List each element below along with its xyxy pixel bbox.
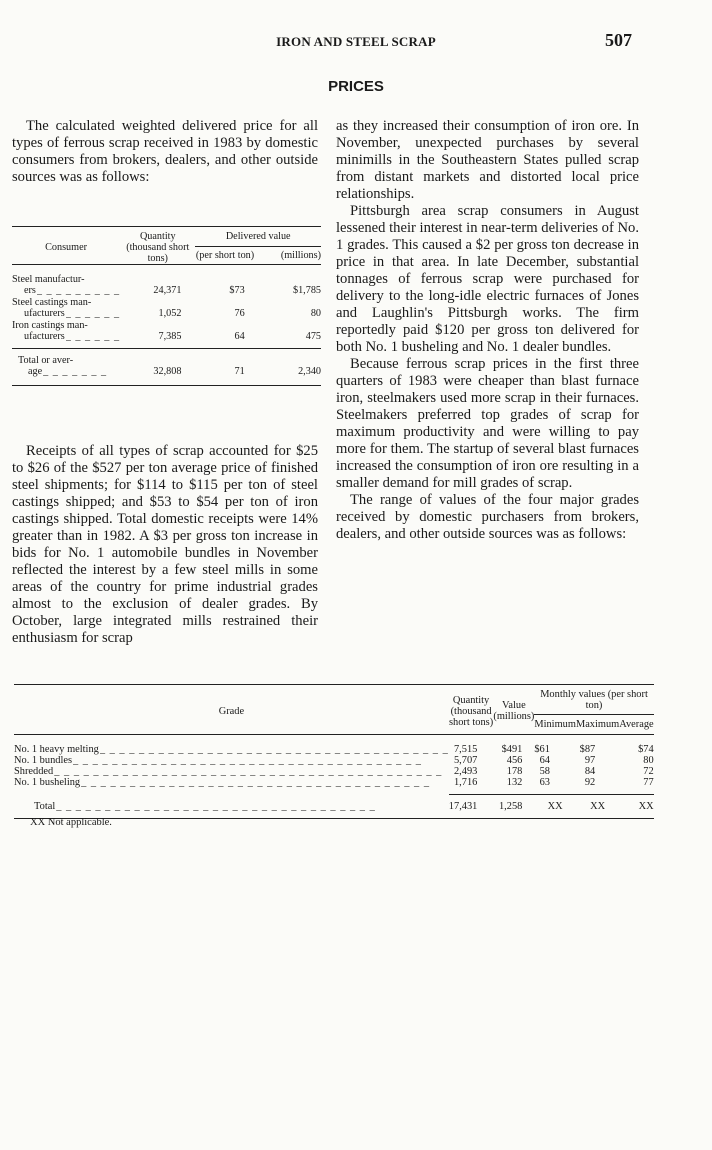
total-row [12,349,321,386]
table-row [12,296,321,319]
total-millions: 2,340 [298,366,321,377]
total-value: 1,258 [498,800,523,812]
average-cell: 77 [643,777,654,788]
header-minimum: Minimum [534,719,576,730]
header-consumer: Consumer [45,242,87,253]
header-maximum: Maximum [575,719,620,730]
dot-leader: _ _ _ _ _ _ _ _ _ _ _ _ _ _ _ _ _ _ _ _ _ _ _ _ _ _ _ _ _ _ _ _ _ _ _ _ _ _ _ _ [54,766,443,777]
table-row [12,274,321,296]
header-average: Average [619,719,654,730]
total-average: XX [638,800,654,812]
value-cell: $491 [501,744,523,755]
consumer-label-cont: ufacturers [24,308,65,319]
paragraph-range-of-values: The range of values of the four major grades received by domestic purchasers from brokers, dealers, and other outside sources was as follows: [336,492,639,542]
average-cell: 80 [643,755,654,766]
header-grade: Grade [218,705,245,717]
dot-leader: _ _ _ _ _ _ _ _ _ _ _ _ _ _ _ _ _ _ _ _ _ _ _ _ _ _ _ _ _ _ _ _ _ _ _ _ [81,777,431,788]
minimum-cell: 63 [539,777,550,788]
per-ton-cell: 64 [234,331,245,342]
table-row [14,755,654,766]
grade-label: No. 1 busheling [14,777,81,788]
header-monthly-values: Monthly values (per short ton) [534,685,653,715]
value-cell: 132 [506,777,523,788]
consumer-label-cont: ufacturers [24,331,65,342]
dot-leader: _ _ _ _ _ _ [65,331,121,342]
total-label: Total [34,800,56,812]
header-quantity: Quantity (thousand short tons) [126,231,190,264]
total-row [14,795,654,819]
receipts-paragraph: Receipts of all types of scrap accounted for $25 to $26 of the $527 per ton average price of finished steel shipments; for $114 to $115 per ton of steel castings shipped; and $53 to $54 per ton of iron castings shipped. Total domestic receipts were 14% greater than in 1982. A $3 per gross ton increase in bids for No. 1 automobile bundles in November reflected the interest by a few steel mills in some areas of the country for prime industrial grades almost to the exclusion of dealer grades. By October, large integrated mills restrained their enthusiasm for scrap [12,443,318,646]
dot-leader: _ _ _ _ _ _ [65,308,121,319]
table-row [14,744,654,755]
consumer-label-cont: ers [24,285,36,296]
minimum-cell: 58 [539,766,550,777]
header-quantity: Quantity (thousand short tons) [449,694,494,728]
quantity-cell: 7,385 [158,331,182,342]
consumer-label: Steel castings man- [12,297,92,308]
total-label-cont: age [28,366,43,377]
grade-label: No. 1 heavy melting [14,744,99,755]
total-per-ton: 71 [234,366,245,377]
left-column-receipts [12,443,318,647]
paragraph-blast-furnace: Because ferrous scrap prices in the first three quarters of 1983 were cheaper than blast furnace iron, steelmakers used more scrap in their furnaces. Steelmakers preferred top grades of scrap for maximum productivity and were willing to pay more for them. The startup of several blast furnaces increased the consumption of iron ore resulting in a smaller demand for mill grades of scrap. [336,356,639,491]
value-cell: 178 [506,766,523,777]
paragraph-pittsburgh: Pittsburgh area scrap consumers in August lessened their interest in near-term deliveries of No. 1 grades. This caused a $2 per gross ton decrease in price in that area. In late December, substantial tonnages of ferrous scrap were purchased for delivery to the long-idle electric furnaces of Jones and Laughlin's Pittsburgh works. The firm reportedly paid $120 per gross ton delivered for both No. 1 busheling and No. 1 dealer bundles. [336,203,639,355]
total-minimum: XX [547,800,563,812]
maximum-cell: 97 [584,755,596,766]
minimum-cell: 64 [539,755,550,766]
dot-leader: _ _ _ _ _ _ _ _ _ [36,285,121,296]
per-ton-cell: $73 [229,285,245,296]
total-quantity: 32,808 [153,366,182,377]
header-value: Value (millions) [493,700,535,722]
footnote: XX Not applicable. [30,817,112,828]
grade-label: No. 1 bundles [14,755,73,766]
running-head: IRON AND STEEL SCRAP [276,34,436,49]
average-cell: 72 [643,766,654,777]
header-delivered-value: Delivered value [195,227,321,247]
quantity-cell: 2,493 [453,766,478,777]
per-ton-cell: 76 [234,308,245,319]
maximum-cell: 92 [584,777,596,788]
page-number: 507 [605,30,632,50]
quantity-cell: 24,371 [153,285,182,296]
dot-leader: _ _ _ _ _ _ _ _ _ _ _ _ _ _ _ _ _ _ _ _ _ _ _ _ _ _ _ _ _ _ _ _ _ [56,800,376,812]
quantity-cell: 7,515 [453,744,478,755]
total-quantity: 17,431 [448,800,478,812]
millions-cell: 475 [305,331,321,342]
average-cell: $74 [638,744,654,755]
dot-leader: _ _ _ _ _ _ _ [43,366,108,377]
value-cell: 456 [506,755,523,766]
quantity-cell: 1,052 [158,308,182,319]
header-millions: (millions) [280,249,321,261]
maximum-cell: 84 [584,766,596,777]
minimum-cell: $61 [534,744,550,755]
header-per-ton: (per short ton) [195,249,255,261]
quantity-cell: 5,707 [453,755,478,766]
grade-values-table [14,684,654,819]
quantity-cell: 1,716 [453,777,478,788]
intro-paragraph: The calculated weighted delivered price for all types of ferrous scrap received in 1983 by domestic consumers from brokers, dealers, and other outside sources was as follows: [12,118,318,185]
millions-cell: $1,785 [292,285,321,296]
section-title: PRICES [328,78,384,95]
millions-cell: 80 [310,308,321,319]
paragraph-iron-ore: as they increased their consumption of iron ore. In November, unexpected purchases by several minimills in the Southeastern States pulled scrap from distant markets and distorted local price relationships. [336,118,639,202]
left-column-intro [12,118,318,186]
grade-label: Shredded [14,766,54,777]
table-row [12,319,321,342]
dot-leader: _ _ _ _ _ _ _ _ _ _ _ _ _ _ _ _ _ _ _ _ _ _ _ _ _ _ _ _ _ _ _ _ _ _ _ _ [99,744,449,755]
consumer-price-table [12,226,321,386]
table-row [14,777,654,788]
dot-leader: _ _ _ _ _ _ _ _ _ _ _ _ _ _ _ _ _ _ _ _ _ _ _ _ _ _ _ _ _ _ _ _ _ _ _ _ [73,755,422,766]
right-column [336,118,639,543]
consumer-label: Iron castings man- [12,320,88,331]
maximum-cell: $87 [579,744,596,755]
table-row [14,766,654,777]
consumer-label: Steel manufactur- [12,274,85,285]
total-maximum: XX [590,800,606,812]
total-label: Total or aver- [18,355,74,366]
